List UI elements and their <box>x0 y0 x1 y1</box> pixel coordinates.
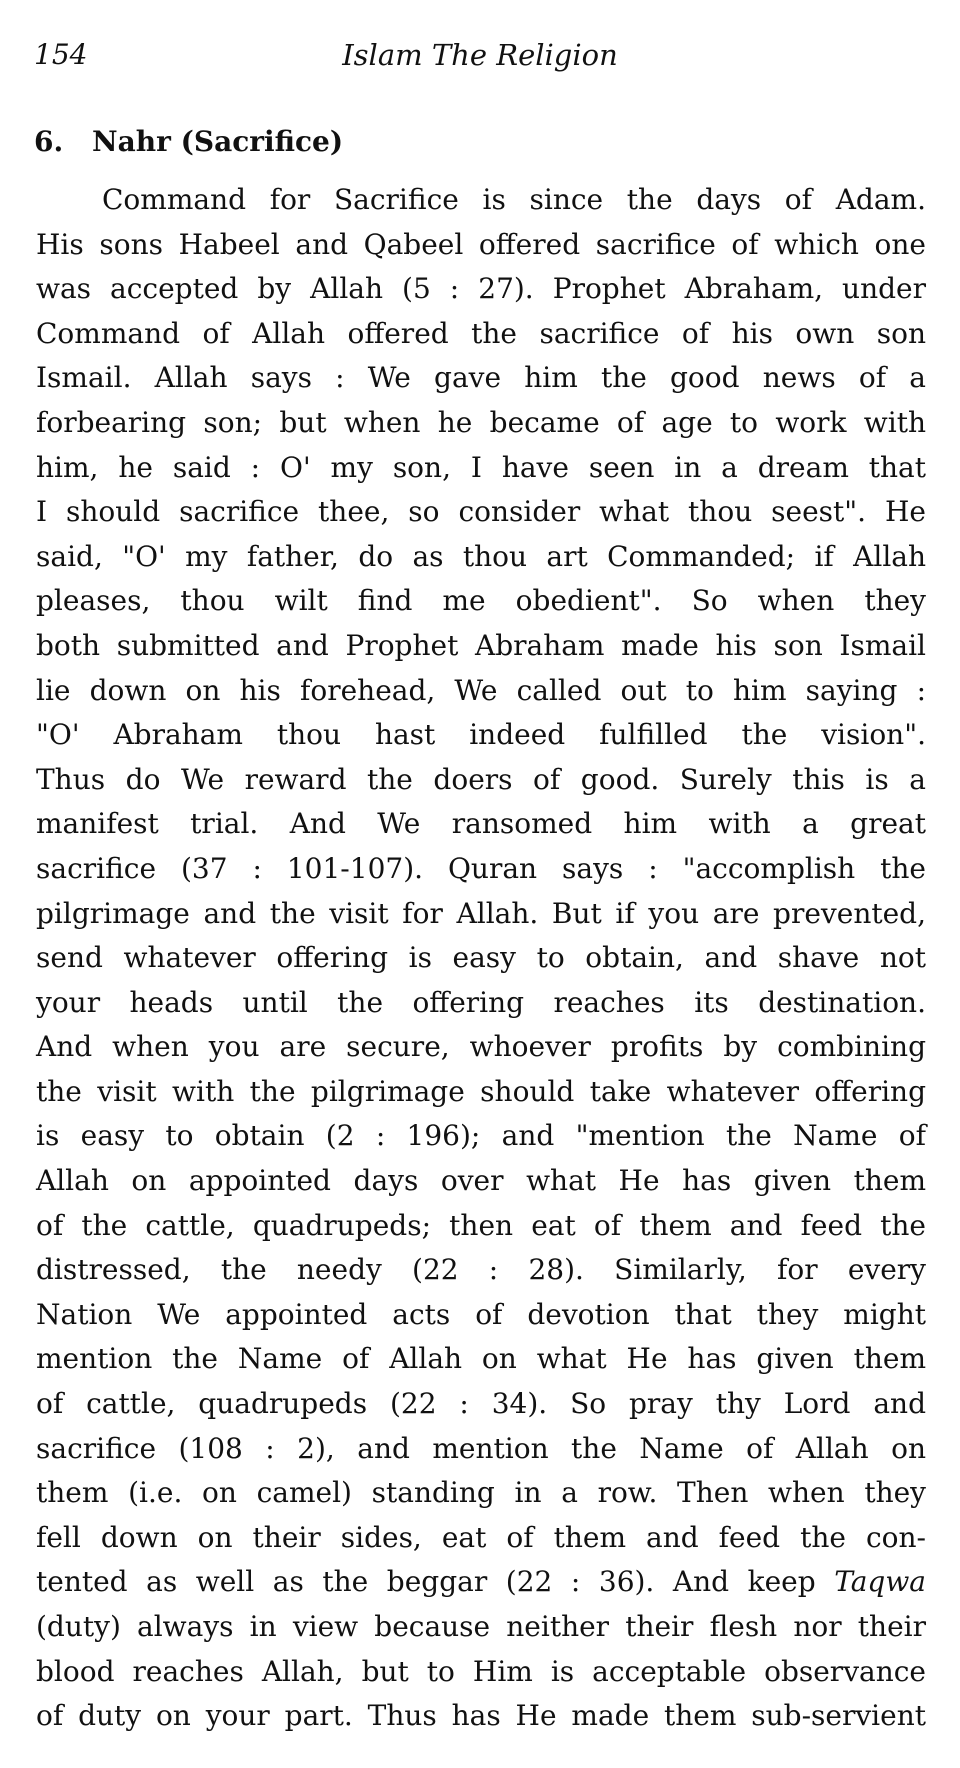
text-line: I should sacrifice thee, so consider what thou seest". He <box>36 495 926 529</box>
text-line: sacrifice (108 : 2), and mention the Name of Allah on <box>36 1431 926 1465</box>
text-line: forbearing son; but when he became of age to work with <box>36 405 926 439</box>
text-line: Command of Allah offered the sacrifice of his own son <box>36 316 926 350</box>
text-line: sacrifice (37 : 101-107). Quran says : "accomplish the <box>36 851 926 885</box>
text-line-segment: tented as well as the beggar (22 : 36). And keep <box>36 1565 816 1599</box>
text-line: distressed, the needy (22 : 28). Similarly, for every <box>36 1253 926 1287</box>
text-line <box>36 1560 926 1605</box>
text-line: send whatever offering is easy to obtain, and shave not <box>36 941 926 975</box>
section-number: 6. <box>34 125 64 158</box>
text-line: is easy to obtain (2 : 196); and "mention the Name of <box>36 1119 926 1153</box>
text-line: lie down on his forehead, We called out to him saying : <box>36 673 926 707</box>
text-line: was accepted by Allah (5 : 27). Prophet Abraham, under <box>36 272 926 306</box>
text-line: your heads until the offering reaches its destination. <box>36 985 926 1019</box>
section-title: Nahr (Sacrifice) <box>92 125 344 158</box>
text-line: them (i.e. on camel) standing in a row. Then when they <box>36 1476 926 1510</box>
text-line: the visit with the pilgrimage should take whatever offering <box>36 1074 926 1108</box>
text-line: of the cattle, quadrupeds; then eat of them and feed the <box>36 1208 926 1242</box>
text-line: pleases, thou wilt find me obedient". So when they <box>36 584 926 618</box>
text-line: both submitted and Prophet Abraham made his son Ismail <box>36 628 926 662</box>
text-line: "O' Abraham thou hast indeed fulfilled the vision". <box>36 718 926 752</box>
text-line: (duty) always in view because neither their flesh nor their <box>36 1610 926 1643</box>
text-line: Allah on appointed days over what He has given them <box>36 1164 926 1198</box>
text-line: Thus do We reward the doers of good. Surely this is a <box>36 762 926 796</box>
text-line: said, "O' my father, do as thou art Commanded; if Allah <box>36 539 926 573</box>
section-heading <box>34 125 343 158</box>
text-line: And when you are secure, whoever profits by combining <box>36 1030 926 1064</box>
text-line: fell down on their sides, eat of them and feed the con- <box>36 1520 926 1554</box>
text-line: Ismail. Allah says : We gave him the good news of a <box>36 361 926 395</box>
running-title: Islam The Religion <box>342 38 618 72</box>
text-line: pilgrimage and the visit for Allah. But if you are prevented, <box>36 896 926 930</box>
text-line: Nation We appointed acts of devotion that they might <box>36 1297 926 1331</box>
text-line: His sons Habeel and Qabeel offered sacrifice of which one <box>36 227 926 261</box>
text-line: him, he said : O' my son, I have seen in a dream that <box>36 450 926 484</box>
page-header <box>34 38 926 78</box>
text-line: blood reaches Allah, but to Him is acceptable observance <box>36 1654 926 1688</box>
text-line: of cattle, quadrupeds (22 : 34). So pray thy Lord and <box>36 1387 926 1421</box>
text-line: of duty on your part. Thus has He made them sub-servient <box>36 1699 926 1733</box>
text-line: Command for Sacrifice is since the days of Adam. <box>102 183 926 216</box>
italic-term: Taqwa <box>834 1565 926 1599</box>
page-number: 154 <box>34 38 88 71</box>
body-paragraph <box>36 178 926 1739</box>
text-line: manifest trial. And We ransomed him with a great <box>36 807 926 841</box>
text-line: mention the Name of Allah on what He has given them <box>36 1342 926 1376</box>
